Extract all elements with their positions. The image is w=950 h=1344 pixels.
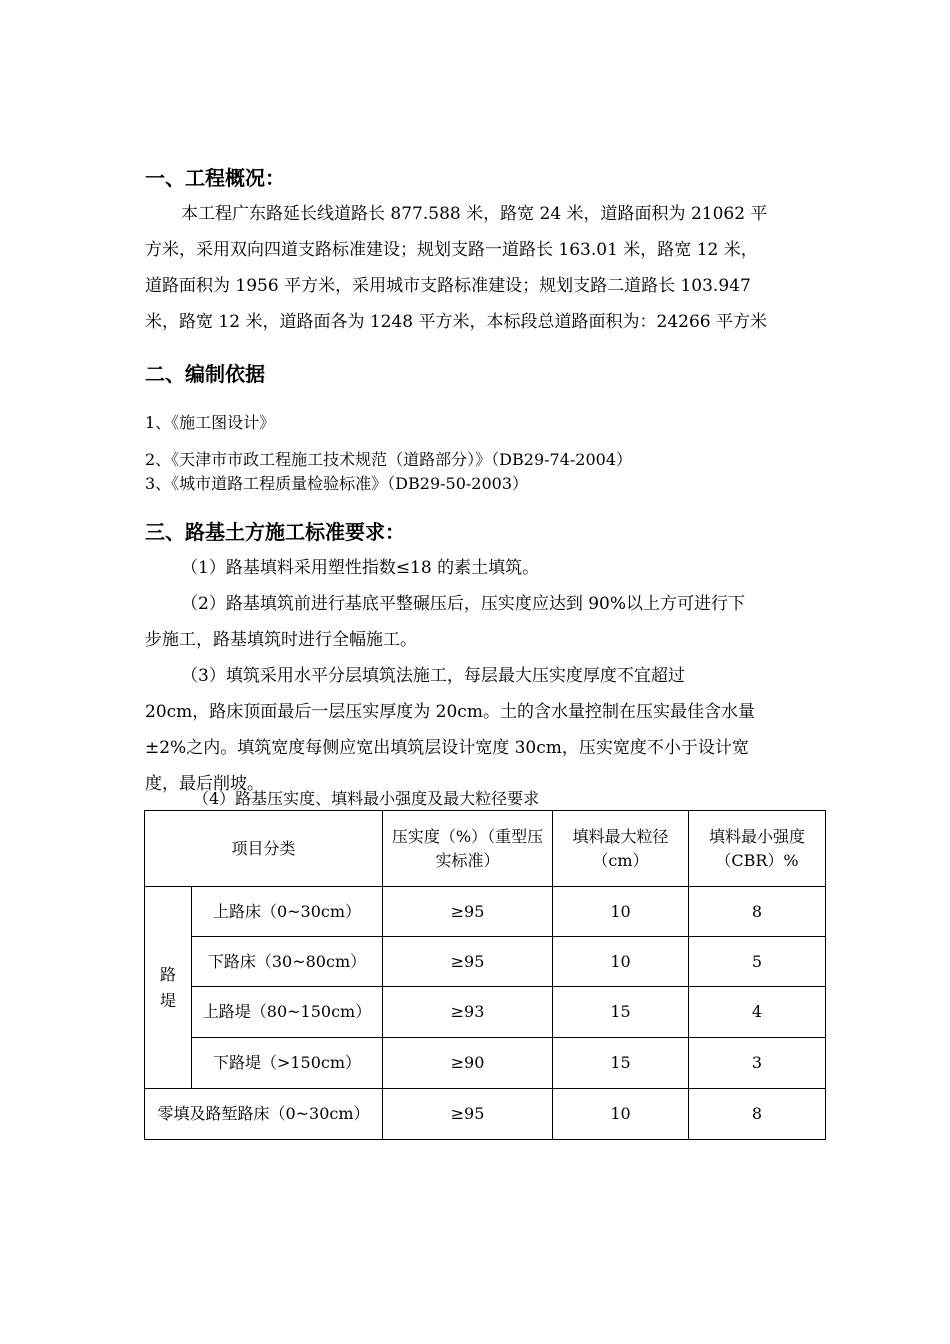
requirement-line: （3）填筑采用水平分层填筑法施工，每层最大压实度厚度不宜超过 [181, 666, 685, 686]
row-min-strength: 3 [689, 1038, 826, 1089]
section1-line: 方米，采用双向四道支路标准建设；规划支路一道路长 163.01 米，路宽 12 米， [145, 240, 758, 260]
row-name: 零填及路堑路床（0~30cm） [145, 1089, 383, 1140]
group-label: 路堤 [159, 964, 176, 1010]
row-max-particle: 10 [553, 1089, 689, 1140]
row-name: 下路床（30~80cm） [192, 937, 383, 987]
requirement-line: （1）路基填料采用塑性指数≤18 的素土填筑。 [181, 558, 540, 578]
row-max-particle: 15 [553, 987, 689, 1038]
group-label-cell [145, 887, 192, 1089]
section1-heading: 一、工程概况： [145, 166, 285, 190]
header-min-strength: 填料最小强度（CBR）% [689, 811, 826, 887]
reference-item: 3、《城市道路工程质量检验标准》（DB29-50-2003） [145, 474, 529, 493]
table-row [145, 1089, 826, 1140]
row-compaction: ≥95 [383, 937, 553, 987]
row-min-strength: 8 [689, 887, 826, 937]
row-max-particle: 15 [553, 1038, 689, 1089]
section1-paragraph [145, 196, 805, 340]
row-min-strength: 4 [689, 987, 826, 1038]
table-row [145, 987, 826, 1038]
row-max-particle: 10 [553, 937, 689, 987]
section3-paragraph [145, 550, 805, 802]
requirement-line: 20cm，路床顶面最后一层压实厚度为 20cm。土的含水量控制在压实最佳含水量 [145, 702, 755, 722]
reference-item: 1、《施工图设计》 [145, 413, 276, 432]
header-category: 项目分类 [145, 811, 383, 887]
requirement-line: 步施工，路基填筑时进行全幅施工。 [145, 630, 417, 650]
section1-line: 米，路宽 12 米，道路面各为 1248 平方米，本标段总道路面积为：24266 平方米 [145, 312, 767, 332]
table-row [145, 887, 826, 937]
requirement-line: ±2%之内。填筑宽度每侧应宽出填筑层设计宽度 30cm，压实宽度不小于设计宽 [145, 738, 749, 758]
header-compaction: 压实度（%）（重型压实标准） [383, 811, 553, 887]
row-compaction: ≥95 [383, 887, 553, 937]
section3-heading: 三、路基土方施工标准要求： [145, 520, 405, 544]
row-name: 上路床（0~30cm） [192, 887, 383, 937]
table-row [145, 1038, 826, 1089]
section2-heading: 二、编制依据 [145, 362, 265, 386]
compaction-table [144, 810, 826, 1140]
row-compaction: ≥95 [383, 1089, 553, 1140]
row-name: 上路堤（80~150cm） [192, 987, 383, 1038]
section1-line: 本工程广东路延长线道路长 877.588 米，路宽 24 米，道路面积为 21062 平 [181, 204, 768, 224]
requirement-line: 度，最后削坡。 [145, 774, 264, 794]
reference-item: 2、《天津市市政工程施工技术规范（道路部分）》（DB29-74-2004） [145, 450, 633, 469]
table-header-row [145, 811, 826, 887]
row-compaction: ≥93 [383, 987, 553, 1038]
row-compaction: ≥90 [383, 1038, 553, 1089]
row-min-strength: 5 [689, 937, 826, 987]
header-max-particle: 填料最大粒径（cm） [553, 811, 689, 887]
row-name: 下路堤（>150cm） [192, 1038, 383, 1089]
requirement-line: （2）路基填筑前进行基底平整碾压后，压实度应达到 90%以上方可进行下 [181, 594, 746, 614]
section1-line: 道路面积为 1956 平方米，采用城市支路标准建设；规划支路二道路长 103.947 [145, 276, 751, 296]
row-max-particle: 10 [553, 887, 689, 937]
row-min-strength: 8 [689, 1089, 826, 1140]
table-row [145, 937, 826, 987]
table-caption: （4）路基压实度、填料最小强度及最大粒径要求 [193, 789, 540, 808]
